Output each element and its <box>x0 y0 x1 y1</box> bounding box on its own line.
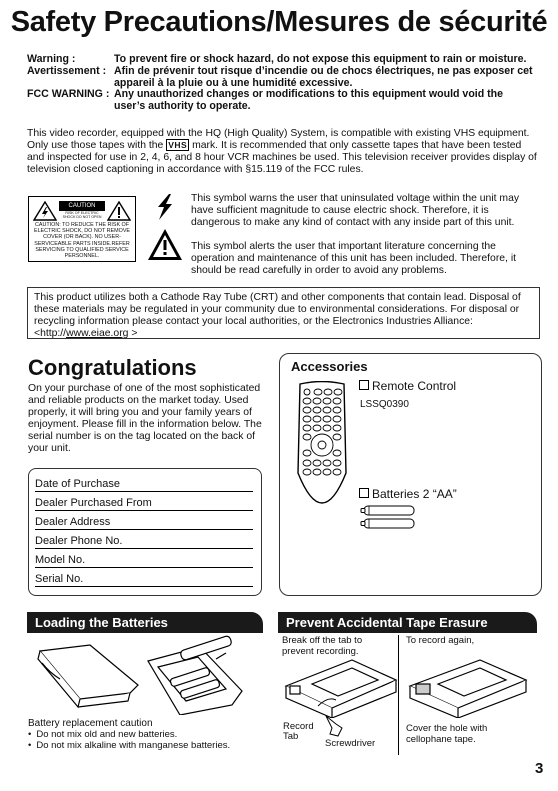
aa-batteries-icon <box>360 504 416 532</box>
accessories-heading: Accessories <box>291 359 368 374</box>
batteries-checkbox[interactable] <box>359 488 369 498</box>
list-item: • Do not mix alkaline with manganese batteries. <box>28 740 260 751</box>
record-again-caption: To record again, <box>406 635 475 646</box>
avertissement-text: Afin de prévenir tout risque d’incendie ou de chocs électriques, ne pas exposer cet appareil à la pluie ou à une humidité excessive. <box>114 64 533 89</box>
hq-text-after: mark. It is recommended that only cassette tapes that have been tested and inspected for use in 2, 4, 6, and 8 hour VCR machines be used. This television receiver provides display of television closed captioning in accordance with §15.119 of the FCC rules. <box>27 139 537 175</box>
page-number: 3 <box>535 760 544 777</box>
congratulations-heading: Congratulations <box>28 355 197 380</box>
battery-caution <box>28 718 260 751</box>
caution-subheader: RISK OF ELECTRIC SHOCK DO NOT OPEN <box>62 211 102 219</box>
battery-loading-illustration <box>30 633 262 715</box>
batteries-label: Batteries 2 “AA” <box>372 487 457 501</box>
crt-notice-text: This product utilizes both a Cathode Ray Tube (CRT) and other components that contain lead. Disposal of these materials may be regulated in your community due to environmental considerations. For disposal or recycling information please contact your local authorities, or the Electronics Industries Alliance: <http:// <box>34 292 521 339</box>
lightning-triangle-icon <box>33 201 57 221</box>
fcc-warning-text: Any unauthorized changes or modifications to this equipment would void the user’s authority to operate. <box>114 88 504 113</box>
remote-checkbox[interactable] <box>359 380 369 390</box>
warnings-block <box>27 54 537 113</box>
dealer-address-field[interactable]: Dealer Address <box>35 515 253 530</box>
remote-control-item <box>359 379 456 393</box>
remote-control-icon <box>294 381 350 505</box>
page-title: Safety Precautions/Mesures de sécurité <box>10 6 548 38</box>
exclamation-warning-icon <box>147 228 183 262</box>
crt-notice <box>34 292 534 340</box>
screwdriver-label: Screwdriver <box>325 738 376 749</box>
dealer-phone-field[interactable]: Dealer Phone No. <box>35 534 253 549</box>
exclamation-description: This symbol alerts the user that important literature concerning the operation and maintenance of this unit has been included. Therefore, it should be read carefully in order to avoid any problems. <box>191 241 517 276</box>
cover-hole-caption: Cover the hole with cellophane tape. <box>406 723 488 745</box>
caution-label <box>28 196 136 262</box>
remote-label: Remote Control <box>372 379 457 393</box>
caution-body: CAUTION: TO REDUCE THE RISK OF ELECTRIC SHOCK, DO NOT REMOVE COVER (OR BACK). NO USER-SERVICEABLE PARTS INSIDE.REFER SERVICING TO QUALIFIED SERVICE PERSONNEL. <box>33 222 131 260</box>
batteries-item <box>359 487 457 501</box>
warning-label: Warning : <box>27 53 76 65</box>
cassette-break-tab-illustration <box>282 656 398 718</box>
lightning-bolt-icon <box>150 192 180 222</box>
divider <box>398 635 399 755</box>
crt-notice-box <box>27 287 540 339</box>
congratulations-body: On your purchase of one of the most sophisticated and reliable products on the market today. Used properly, it will bring you and your family years of enjoyment. Please fill in the information below. The serial number is on the tag located on the back of your unit. <box>28 383 262 454</box>
avertissement-row <box>27 66 537 90</box>
caution-header: CAUTION <box>59 201 105 211</box>
list-item: • Do not mix old and new batteries. <box>28 729 260 740</box>
remote-model: LSSQ0390 <box>360 399 409 410</box>
eiae-link[interactable]: www.eiae.org <box>66 327 129 339</box>
warning-text: To prevent fire or shock hazard, do not expose this equipment to rain or moisture. <box>114 53 527 65</box>
screwdriver-icon <box>324 714 346 738</box>
purchase-info-form <box>28 468 262 596</box>
break-tab-caption: Break off the tab to prevent recording. <box>282 635 363 657</box>
vhs-logo: VHS <box>168 139 188 150</box>
dealer-purchased-from-field[interactable]: Dealer Purchased From <box>35 496 253 511</box>
serial-no-field[interactable]: Serial No. <box>35 572 253 587</box>
battery-caution-list <box>28 729 260 751</box>
model-no-field[interactable]: Model No. <box>35 553 253 568</box>
date-of-purchase-field[interactable]: Date of Purchase <box>35 477 253 492</box>
loading-batteries-heading: Loading the Batteries <box>27 612 263 633</box>
fcc-warning-label: FCC WARNING : <box>27 88 110 101</box>
cassette-cover-hole-illustration <box>406 656 530 718</box>
hq-paragraph <box>27 128 539 176</box>
crt-notice-tail: > <box>128 327 138 339</box>
lightning-description: This symbol warns the user that uninsulated voltage within the unit may have sufficient magnitude to cause electric shock. Therefore, it is dangerous to make any kind of contact with any inside part of this unit. <box>191 193 520 228</box>
hq-text-before: This video recorder, equipped with the HQ (High Quality) System, is compatible with existing VHS equipment. Only use those tapes with the <box>27 128 530 151</box>
record-tab-label: Record Tab <box>283 721 314 742</box>
battery-caution-title: Battery replacement caution <box>28 718 153 729</box>
accessories-box <box>279 353 542 596</box>
avertissement-label: Avertissement : <box>27 64 107 77</box>
fcc-warning-row <box>27 89 537 113</box>
prevent-erasure-heading: Prevent Accidental Tape Erasure <box>278 612 537 633</box>
exclamation-triangle-icon <box>107 201 131 221</box>
